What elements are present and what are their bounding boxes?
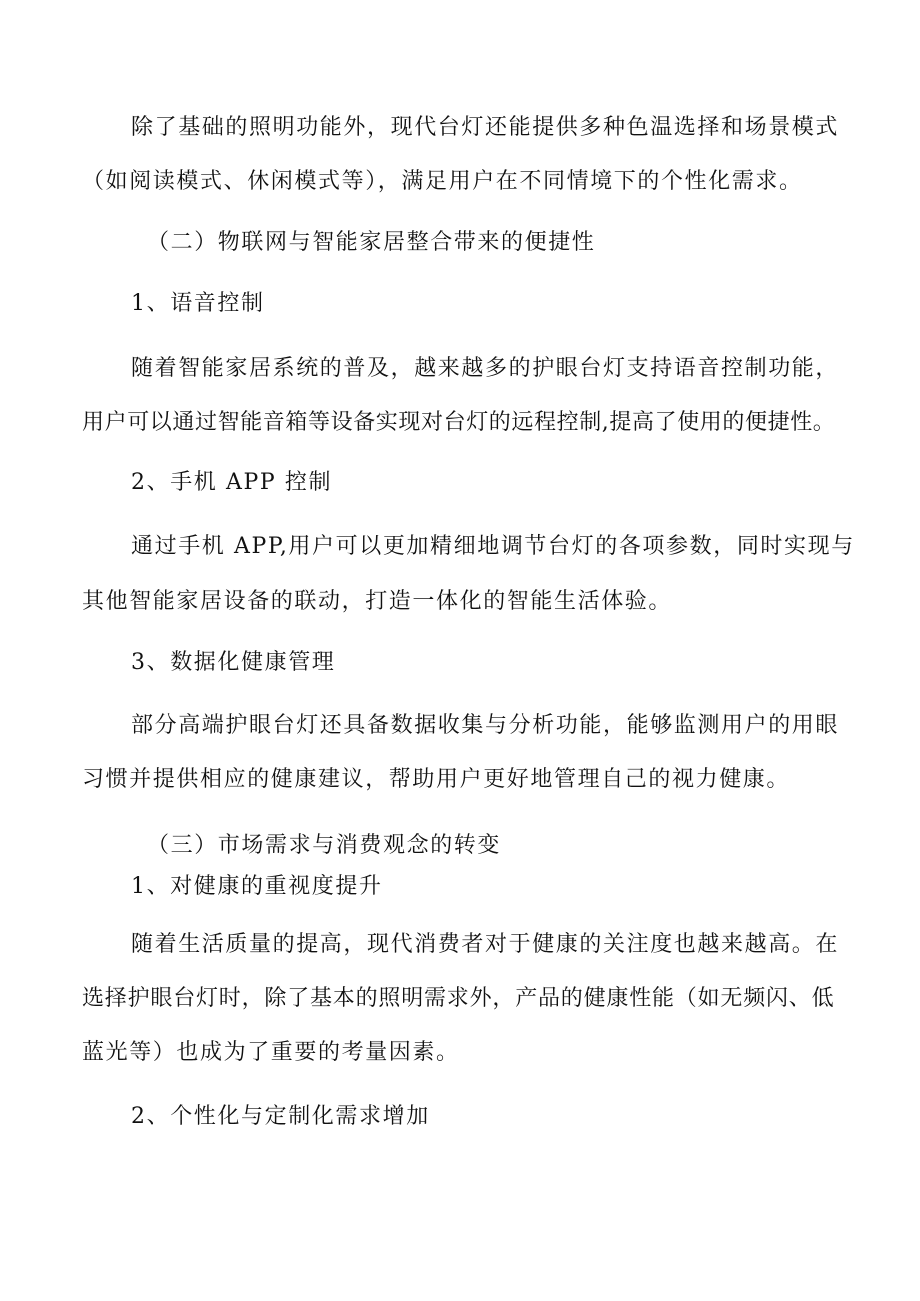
paragraph-line: 习惯并提供相应的健康建议，帮助用户更好地管理自己的视力健康。 <box>82 767 791 792</box>
paragraph-line: 通过手机 APP,用户可以更加精细地调节台灯的各项参数，同时实现与 <box>131 534 855 559</box>
paragraph-line: 随着智能家居系统的普及，越来越多的护眼台灯支持语音控制功能， <box>131 356 840 381</box>
paragraph-line: 部分高端护眼台灯还具备数据收集与分析功能，能够监测用户的用眼 <box>131 713 840 738</box>
subsection-heading: 1、对健康的重视度提升 <box>131 874 383 899</box>
paragraph-line: 选择护眼台灯时，除了基本的照明需求外，产品的健康性能（如无频闪、低 <box>82 986 835 1011</box>
subsection-heading: 1、语音控制 <box>131 291 265 316</box>
paragraph-line: （如阅读模式、休闲模式等），满足用户在不同情境下的个性化需求。 <box>82 169 803 194</box>
paragraph-line: 除了基础的照明功能外，现代台灯还能提供多种色温选择和场景模式 <box>131 115 840 140</box>
paragraph-line: 随着生活质量的提高，现代消费者对于健康的关注度也越来越高。在 <box>131 932 840 957</box>
paragraph-line: 其他智能家居设备的联动，打造一体化的智能生活体验。 <box>82 589 673 614</box>
section-heading: （二）物联网与智能家居整合带来的便捷性 <box>147 230 596 255</box>
subsection-heading: 2、个性化与定制化需求增加 <box>131 1104 430 1129</box>
section-heading: （三）市场需求与消费观念的转变 <box>147 833 502 858</box>
subsection-heading: 2、手机 APP 控制 <box>131 470 333 495</box>
paragraph-line: 用户可以通过智能音箱等设备实现对台灯的远程控制,提高了使用的便捷性。 <box>82 410 836 435</box>
subsection-heading: 3、数据化健康管理 <box>131 650 336 675</box>
paragraph-line: 蓝光等）也成为了重要的考量因素。 <box>82 1040 460 1065</box>
